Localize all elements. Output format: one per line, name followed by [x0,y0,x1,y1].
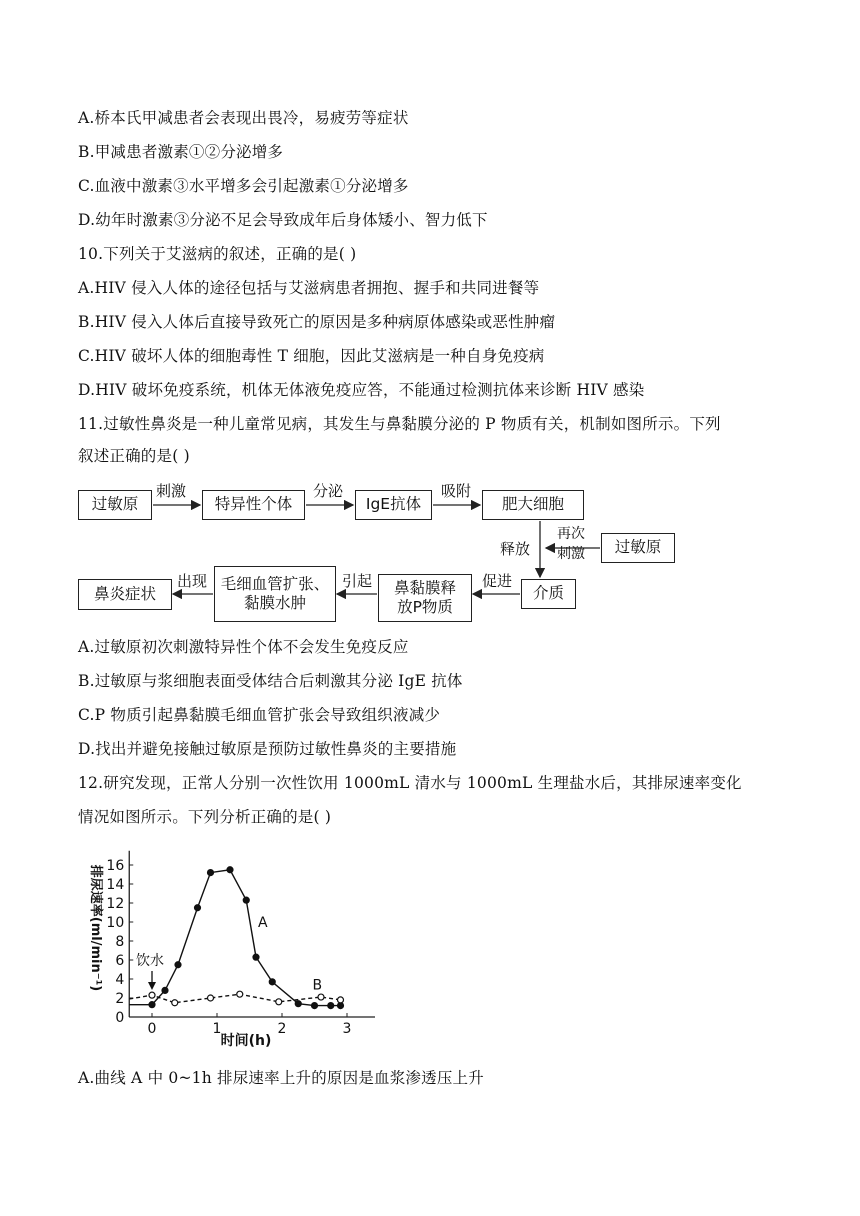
y-tick-label: 2 [115,991,125,1007]
y-tick-label: 0 [115,1010,125,1026]
y-tick-label: 4 [115,972,125,988]
q10-option-b: B.HIV 侵入人体后直接导致死亡的原因是多种病原体感染或恶性肿瘤 [78,313,556,331]
label-adsorb: 吸附 [441,482,472,500]
box-mast-cell-text: 肥大细胞 [501,495,564,514]
q10-option-d: D.HIV 破坏免疫系统，机体无体液免疫应答，不能通过检测抗体来诊断 HIV 感染 [78,381,645,399]
series-B-point [276,999,282,1005]
q9-option-b: B.甲减患者激素①②分泌增多 [78,143,284,161]
q11-option-b: B.过敏原与浆细胞表面受体结合后刺激其分泌 IgE 抗体 [78,672,463,690]
label-again: 再次 [557,526,585,542]
series-A-point [208,870,214,876]
series-B-point [149,992,155,998]
q11-stem-line2: 叙述正确的是( ) [78,447,190,465]
series-A-point [243,897,249,903]
q9-option-c: C.血液中激素③水平增多会引起激素①分泌增多 [78,177,409,195]
box-p-release-line1: 鼻黏膜释 [393,578,456,597]
q12-option-a: A.曲线 A 中 0~1h 排尿速率上升的原因是血浆渗透压上升 [78,1069,484,1087]
series-A-point [195,905,201,911]
box-specific-individual-text: 特异性个体 [214,495,293,514]
y-tick-label: 12 [106,896,125,912]
q12-stem-line1: 12.研究发现，正常人分别一次性饮用 1000mL 清水与 1000mL 生理盐水后，其排尿速率变化 [78,774,742,792]
y-tick-label: 6 [115,953,125,969]
series-A-line [129,870,340,1006]
series-B-point [172,1000,178,1006]
series-A-point [149,1002,155,1008]
series-A-point [269,979,275,985]
q11-option-c: C.P 物质引起鼻黏膜毛细血管扩张会导致组织液减少 [78,706,441,724]
series-A-point [295,1001,301,1007]
q10-option-a: A.HIV 侵入人体的途径包括与艾滋病患者拥抱、握手和共同进餐等 [78,279,540,297]
label-stimulate-again: 刺激 [557,546,585,562]
y-tick-label: 10 [106,915,125,931]
series-B-point [318,994,324,1000]
box-ige-antibody-text: IgE抗体 [365,495,422,514]
label-appear: 出现 [177,572,208,590]
series-A-point [253,954,259,960]
series-A-point [162,987,168,993]
q9-option-d: D.幼年时激素③分泌不足会导致成年后身体矮小、智力低下 [78,211,488,229]
q10-option-c: C.HIV 破坏人体的细胞毒性 T 细胞，因此艾滋病是一种自身免疫病 [78,347,545,365]
series-B-point [237,991,243,997]
label-promote: 促进 [482,572,513,590]
box-capillary-line1: 毛细血管扩张、 [220,574,330,593]
q11-stem-line1: 11.过敏性鼻炎是一种儿童常见病，其发生与鼻黏膜分泌的 P 物质有关，机制如图所示。下列 [78,415,721,433]
box-capillary-line2: 黏膜水肿 [243,594,306,612]
q10-stem: 10.下列关于艾滋病的叙述，正确的是( ) [78,245,357,263]
x-tick-label: 1 [212,1021,222,1037]
series-A-point [328,1003,334,1009]
x-axis-label: 时间(h) [220,1033,272,1049]
q12-stem-line2: 情况如图所示。下列分析正确的是( ) [78,808,332,826]
annotation-drink-water: 饮水 [136,953,164,969]
label-release: 释放 [500,540,531,558]
box-allergen-again-text: 过敏原 [614,538,662,557]
box-rhinitis-symptoms-text: 鼻炎症状 [93,584,156,603]
y-tick-label: 16 [106,858,125,874]
series-B-point [338,997,344,1003]
chart-series [129,867,343,1009]
x-tick-label: 0 [147,1021,157,1037]
y-tick-label: 14 [106,877,125,893]
box-p-release-line2: 放P物质 [397,598,453,616]
chart-axes [88,851,375,1049]
series-B-label: B [312,977,323,994]
q9-option-a: A.桥本氏甲减患者会表现出畏冷，易疲劳等症状 [78,109,409,127]
x-tick-label: 2 [277,1021,287,1037]
box-allergen-initial-text: 过敏原 [91,495,139,514]
box-mediator-text: 介质 [532,584,564,603]
q11-option-d: D.找出并避免接触过敏原是预防过敏性鼻炎的主要措施 [78,740,457,758]
label-cause: 引起 [342,572,373,590]
annotation-arrow-head [148,982,156,990]
series-A-point [175,962,181,968]
series-A-label: A [257,914,268,931]
series-A-point [312,1003,318,1009]
y-tick-label: 8 [115,934,125,950]
x-tick-label: 3 [342,1021,352,1037]
label-secrete: 分泌 [313,482,344,500]
q11-option-a: A.过敏原初次刺激特异性个体不会发生免疫反应 [78,638,409,656]
series-A-point [227,867,233,873]
y-axis-label: 排尿速率(ml/min⁻¹) [88,864,103,992]
series-B-point [208,995,214,1001]
label-stimulate: 刺激 [156,482,187,500]
